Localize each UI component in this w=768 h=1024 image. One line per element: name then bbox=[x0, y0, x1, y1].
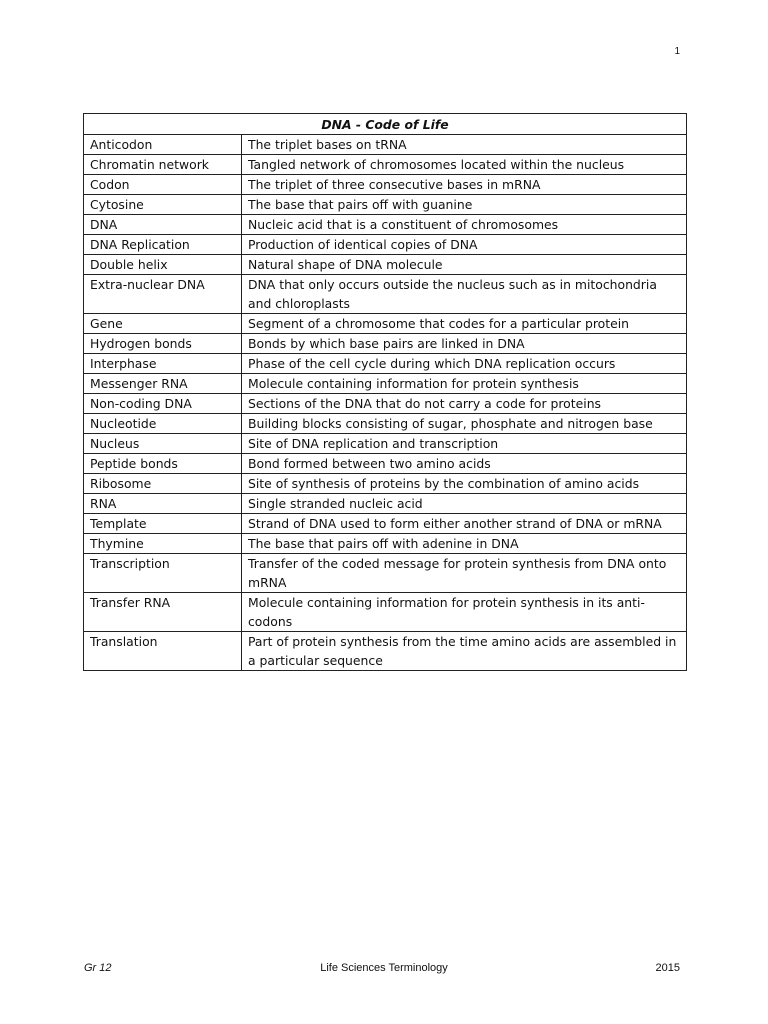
table-row bbox=[84, 314, 687, 334]
table-row bbox=[84, 494, 687, 514]
footer-title: Life Sciences Terminology bbox=[320, 962, 448, 974]
definition-cell: Nucleic acid that is a constituent of chromosomes bbox=[242, 215, 687, 235]
term-cell: Thymine bbox=[84, 534, 242, 554]
definition-cell: Natural shape of DNA molecule bbox=[242, 255, 687, 275]
table-row bbox=[84, 534, 687, 554]
term-cell: DNA Replication bbox=[84, 235, 242, 255]
table-row bbox=[84, 514, 687, 534]
table-row bbox=[84, 414, 687, 434]
table-row bbox=[84, 255, 687, 275]
table-row bbox=[84, 235, 687, 255]
term-cell: RNA bbox=[84, 494, 242, 514]
table-row bbox=[84, 175, 687, 195]
definition-cell: Strand of DNA used to form either another strand of DNA or mRNA bbox=[242, 514, 687, 534]
table-row bbox=[84, 135, 687, 155]
definition-cell: Site of synthesis of proteins by the combination of amino acids bbox=[242, 474, 687, 494]
term-cell: Transfer RNA bbox=[84, 593, 242, 632]
definition-cell: Tangled network of chromosomes located within the nucleus bbox=[242, 155, 687, 175]
term-cell: Double helix bbox=[84, 255, 242, 275]
definition-cell: The base that pairs off with adenine in DNA bbox=[242, 534, 687, 554]
term-cell: Cytosine bbox=[84, 195, 242, 215]
definition-cell: Bond formed between two amino acids bbox=[242, 454, 687, 474]
definition-cell: Transfer of the coded message for protein synthesis from DNA onto mRNA bbox=[242, 554, 687, 593]
definition-cell: Segment of a chromosome that codes for a particular protein bbox=[242, 314, 687, 334]
term-cell: Codon bbox=[84, 175, 242, 195]
page-number: 1 bbox=[674, 46, 680, 57]
term-cell: Extra-nuclear DNA bbox=[84, 275, 242, 314]
table-row bbox=[84, 275, 687, 314]
definition-cell: Part of protein synthesis from the time amino acids are assembled in a particular sequence bbox=[242, 632, 687, 671]
term-cell: Nucleus bbox=[84, 434, 242, 454]
table-title-row bbox=[84, 114, 687, 135]
definition-cell: Molecule containing information for protein synthesis bbox=[242, 374, 687, 394]
definition-cell: Single stranded nucleic acid bbox=[242, 494, 687, 514]
term-cell: Peptide bonds bbox=[84, 454, 242, 474]
definition-cell: Production of identical copies of DNA bbox=[242, 235, 687, 255]
term-cell: Interphase bbox=[84, 354, 242, 374]
term-cell: Anticodon bbox=[84, 135, 242, 155]
definition-cell: Site of DNA replication and transcription bbox=[242, 434, 687, 454]
definition-cell: Phase of the cell cycle during which DNA replication occurs bbox=[242, 354, 687, 374]
table-row bbox=[84, 215, 687, 235]
definition-cell: Molecule containing information for protein synthesis in its anti-codons bbox=[242, 593, 687, 632]
definition-cell: DNA that only occurs outside the nucleus such as in mitochondria and chloroplasts bbox=[242, 275, 687, 314]
table-row bbox=[84, 454, 687, 474]
term-cell: DNA bbox=[84, 215, 242, 235]
table-title: DNA - Code of Life bbox=[84, 114, 687, 135]
term-cell: Translation bbox=[84, 632, 242, 671]
term-cell: Hydrogen bonds bbox=[84, 334, 242, 354]
glossary-table bbox=[83, 113, 687, 671]
term-cell: Non-coding DNA bbox=[84, 394, 242, 414]
table-row bbox=[84, 195, 687, 215]
definition-cell: The triplet bases on tRNA bbox=[242, 135, 687, 155]
term-cell: Messenger RNA bbox=[84, 374, 242, 394]
table-row bbox=[84, 434, 687, 454]
table-row bbox=[84, 593, 687, 632]
table-row bbox=[84, 632, 687, 671]
table-row bbox=[84, 554, 687, 593]
footer-year: 2015 bbox=[655, 962, 680, 974]
table-row bbox=[84, 155, 687, 175]
table-row bbox=[84, 474, 687, 494]
footer-grade: Gr 12 bbox=[84, 962, 112, 974]
term-cell: Nucleotide bbox=[84, 414, 242, 434]
definition-cell: Sections of the DNA that do not carry a code for proteins bbox=[242, 394, 687, 414]
definition-cell: The triplet of three consecutive bases in mRNA bbox=[242, 175, 687, 195]
definition-cell: Bonds by which base pairs are linked in DNA bbox=[242, 334, 687, 354]
term-cell: Chromatin network bbox=[84, 155, 242, 175]
term-cell: Template bbox=[84, 514, 242, 534]
term-cell: Gene bbox=[84, 314, 242, 334]
term-cell: Transcription bbox=[84, 554, 242, 593]
table-row bbox=[84, 394, 687, 414]
term-cell: Ribosome bbox=[84, 474, 242, 494]
definition-cell: Building blocks consisting of sugar, phosphate and nitrogen base bbox=[242, 414, 687, 434]
glossary-body bbox=[84, 135, 687, 671]
table-row bbox=[84, 334, 687, 354]
table-row bbox=[84, 354, 687, 374]
table-row bbox=[84, 374, 687, 394]
definition-cell: The base that pairs off with guanine bbox=[242, 195, 687, 215]
